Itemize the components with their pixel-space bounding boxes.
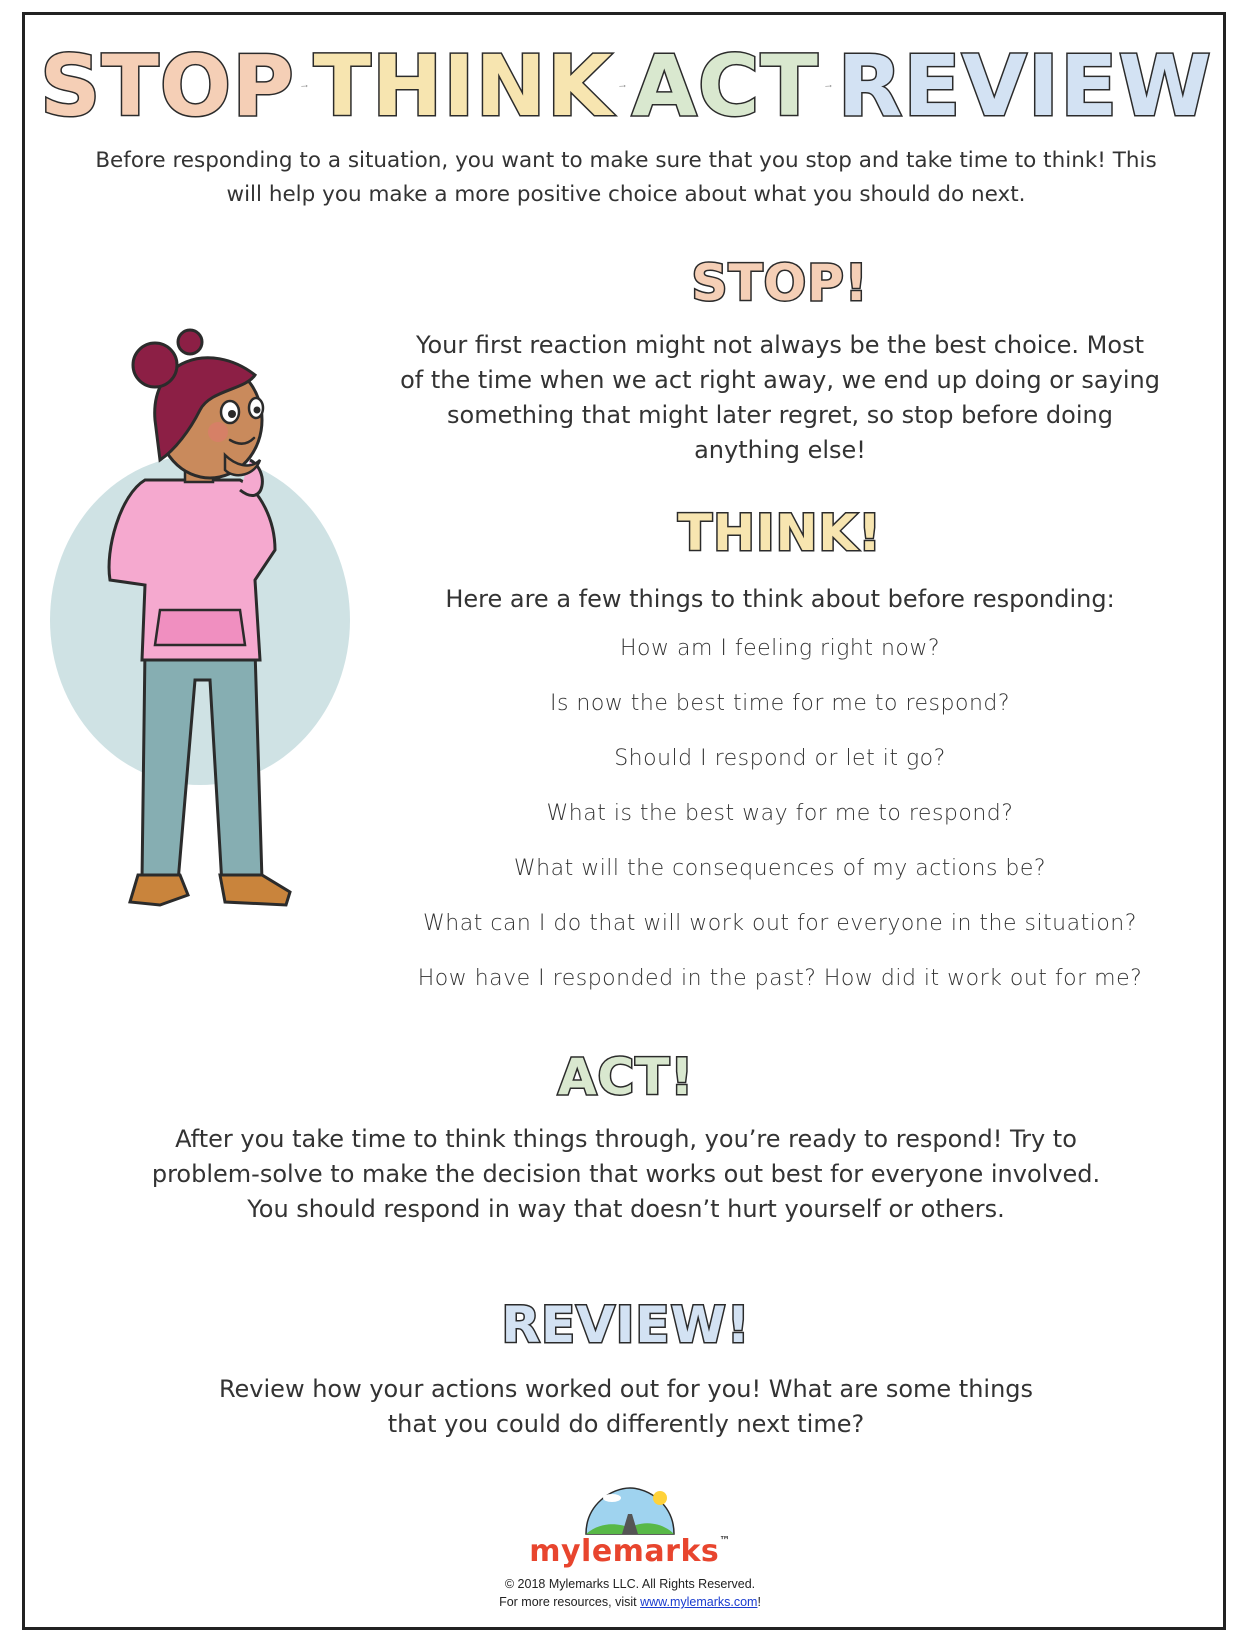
act-line-2: problem-solve to make the decision that works out best for everyone involved. [151,1160,1101,1188]
review-line-2: that you could do differently next time? [387,1410,865,1438]
question-item: What is the best way for me to respond? [546,801,1014,826]
logo-trademark: ™ [719,1534,731,1547]
question-item: Is now the best time for me to respond? [549,691,1011,716]
stop-line-2: of the time when we act right away, we end up doing or saying [400,366,1160,394]
logo-landscape-icon [582,1484,678,1536]
arrow-right-icon [825,71,832,101]
title-row [40,36,1212,136]
act-paragraph [40,1122,1212,1227]
question-item: What can I do that will work out for everyone in the situation? [423,911,1137,936]
stop-heading: STOP! [691,254,869,312]
resources-suffix: ! [757,1595,761,1609]
question-item: How am I feeling right now? [619,636,941,661]
copyright-text: © 2018 Mylemarks LLC. All Rights Reserved. [504,1577,756,1591]
title-stop: STOP [40,37,295,135]
review-heading: REVIEW! [501,1296,751,1354]
review-paragraph [40,1372,1212,1442]
arrow-right-icon [301,71,308,101]
intro-paragraph [40,144,1212,212]
act-line-3: You should respond in way that doesn’t hurt yourself or others. [247,1195,1005,1223]
act-heading: ACT! [557,1048,695,1106]
think-lead: Here are a few things to think about before responding: [445,585,1115,613]
intro-line-2: will help you make a more positive choice about what you should do next. [226,182,1026,207]
arrow-right-icon [619,71,626,101]
stop-line-1: Your first reaction might not always be the best choice. Most [416,331,1144,359]
girl-illustration [50,320,350,940]
stop-line-4: anything else! [694,436,866,464]
question-item: Should I respond or let it go? [614,746,946,771]
act-line-1: After you take time to think things through, you’re ready to respond! Try to [175,1125,1077,1153]
think-questions [380,636,1180,1016]
stop-paragraph [380,328,1180,468]
think-heading: THINK! [678,504,882,562]
title-think: THINK [313,37,613,135]
resources-link[interactable]: www.mylemarks.com [640,1595,758,1609]
title-review: REVIEW [837,37,1212,135]
stop-line-3: something that might later regret, so stop before doing [447,401,1113,429]
intro-line-1: Before responding to a situation, you want to make sure that you stop and take time to think! This [95,148,1157,173]
review-line-1: Review how your actions worked out for you! What are some things [218,1375,1034,1403]
title-act: ACT [631,37,819,135]
question-item: How have I responded in the past? How did it work out for me? [417,966,1143,991]
logo-text: mylemarks [529,1534,720,1569]
question-item: What will the consequences of my actions be? [513,856,1047,881]
resources-prefix: For more resources, visit [499,1595,641,1609]
logo-wordmark [500,1534,760,1569]
resources-line [380,1595,880,1609]
